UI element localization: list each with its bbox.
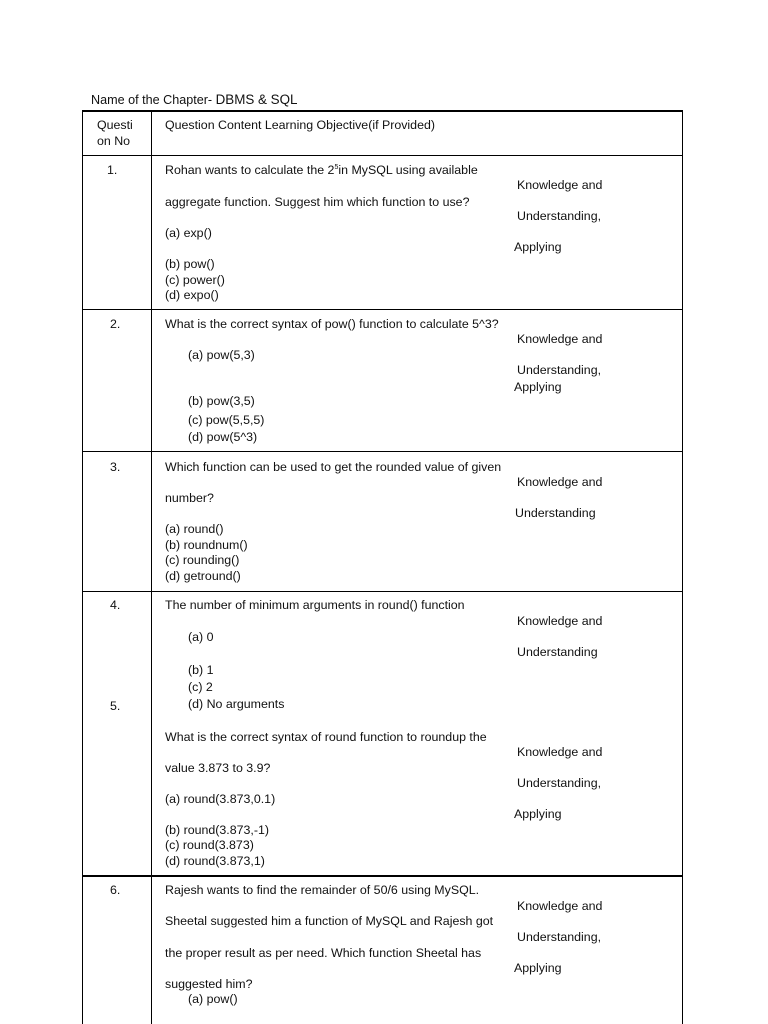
learning-objective: Knowledge and	[517, 614, 603, 628]
question-text: What is the correct syntax of round function to roundup the	[165, 730, 487, 744]
learning-objective: Understanding	[515, 506, 596, 520]
row-divider-2	[82, 451, 683, 452]
row-divider-5	[82, 875, 683, 877]
table-border-right	[682, 110, 683, 1024]
question-text: Rohan wants to calculate the $2^5in$ MySQL using available	[165, 163, 478, 177]
question-number: 6.	[110, 883, 121, 897]
answer-option: (a) round(3.873,0.1)	[165, 792, 276, 806]
answer-option: (b) 1	[188, 663, 214, 677]
row-divider-header	[82, 155, 683, 156]
learning-objective: Knowledge and	[517, 475, 603, 489]
learning-objective: Applying	[514, 807, 562, 821]
learning-objective: Understanding,	[517, 930, 602, 944]
question-number: 4.	[110, 598, 121, 612]
table-column-divider	[151, 110, 152, 1024]
answer-option: (d) No arguments	[188, 697, 285, 711]
learning-objective: Knowledge and	[517, 899, 603, 913]
answer-option: (a) 0	[188, 630, 214, 644]
answer-option: (b) round(3.873,-1)	[165, 823, 269, 837]
chapter-title	[91, 93, 297, 107]
question-number: 5.	[110, 699, 121, 713]
answer-option: (b) pow(3,5)	[188, 394, 255, 408]
learning-objective: Applying	[514, 380, 562, 394]
answer-option: (d) expo()	[165, 288, 219, 302]
answer-option: (c) 2	[188, 680, 213, 694]
learning-objective: Knowledge and	[517, 332, 603, 346]
row-divider-3	[82, 591, 683, 592]
table-border-left	[82, 110, 83, 1024]
row-divider-1	[82, 309, 683, 310]
learning-objective: Knowledge and	[517, 178, 603, 192]
question-text: suggested him?	[165, 977, 253, 991]
header-content: Question Content Learning Objective(if Provided)	[165, 118, 435, 132]
answer-option: (b) pow()	[165, 257, 215, 271]
answer-option: (d) pow(5^3)	[188, 430, 258, 444]
answer-option: (a) exp()	[165, 226, 212, 240]
learning-objective: Understanding,	[517, 776, 602, 790]
answer-option: (c) rounding()	[165, 553, 240, 567]
question-text: Sheetal suggested him a function of MySQL and Rajesh got	[165, 914, 494, 928]
answer-option: (a) pow()	[188, 992, 238, 1006]
learning-objective: Understanding,	[517, 363, 602, 377]
learning-objective: Applying	[514, 240, 562, 254]
learning-objective: Knowledge and	[517, 745, 603, 759]
chapter-name: DBMS & SQL	[215, 92, 298, 107]
question-text: The number of minimum arguments in round() function	[165, 598, 465, 612]
chapter-label: Name of the Chapter-	[91, 93, 216, 107]
answer-option: (d) round(3.873,1)	[165, 854, 265, 868]
answer-option: (b) roundnum()	[165, 538, 248, 552]
question-text: aggregate function. Suggest him which function to use?	[165, 195, 470, 209]
question-number: 1.	[107, 163, 118, 177]
learning-objective: Applying	[514, 961, 562, 975]
header-question-no: Questi on No	[97, 118, 133, 148]
answer-option: (c) pow(5,5,5)	[188, 413, 265, 427]
question-text: value 3.873 to 3.9?	[165, 761, 271, 775]
question-number: 3.	[110, 460, 121, 474]
question-text: number?	[165, 491, 214, 505]
answer-option: (c) round(3.873)	[165, 838, 254, 852]
learning-objective: Understanding,	[517, 209, 602, 223]
question-text: the proper result as per need. Which function Sheetal has	[165, 946, 482, 960]
learning-objective: Understanding	[517, 645, 598, 659]
question-text: Which function can be used to get the rounded value of given	[165, 460, 502, 474]
answer-option: (a) pow(5,3)	[188, 348, 255, 362]
question-text: Rajesh wants to find the remainder of 50/6 using MySQL.	[165, 883, 480, 897]
question-text: What is the correct syntax of pow() function to calculate 5^3?	[165, 317, 499, 331]
question-number: 2.	[110, 317, 121, 331]
answer-option: (c) power()	[165, 273, 225, 287]
answer-option: (a) round()	[165, 522, 224, 536]
answer-option: (d) getround()	[165, 569, 241, 583]
table-border-top	[82, 110, 683, 112]
